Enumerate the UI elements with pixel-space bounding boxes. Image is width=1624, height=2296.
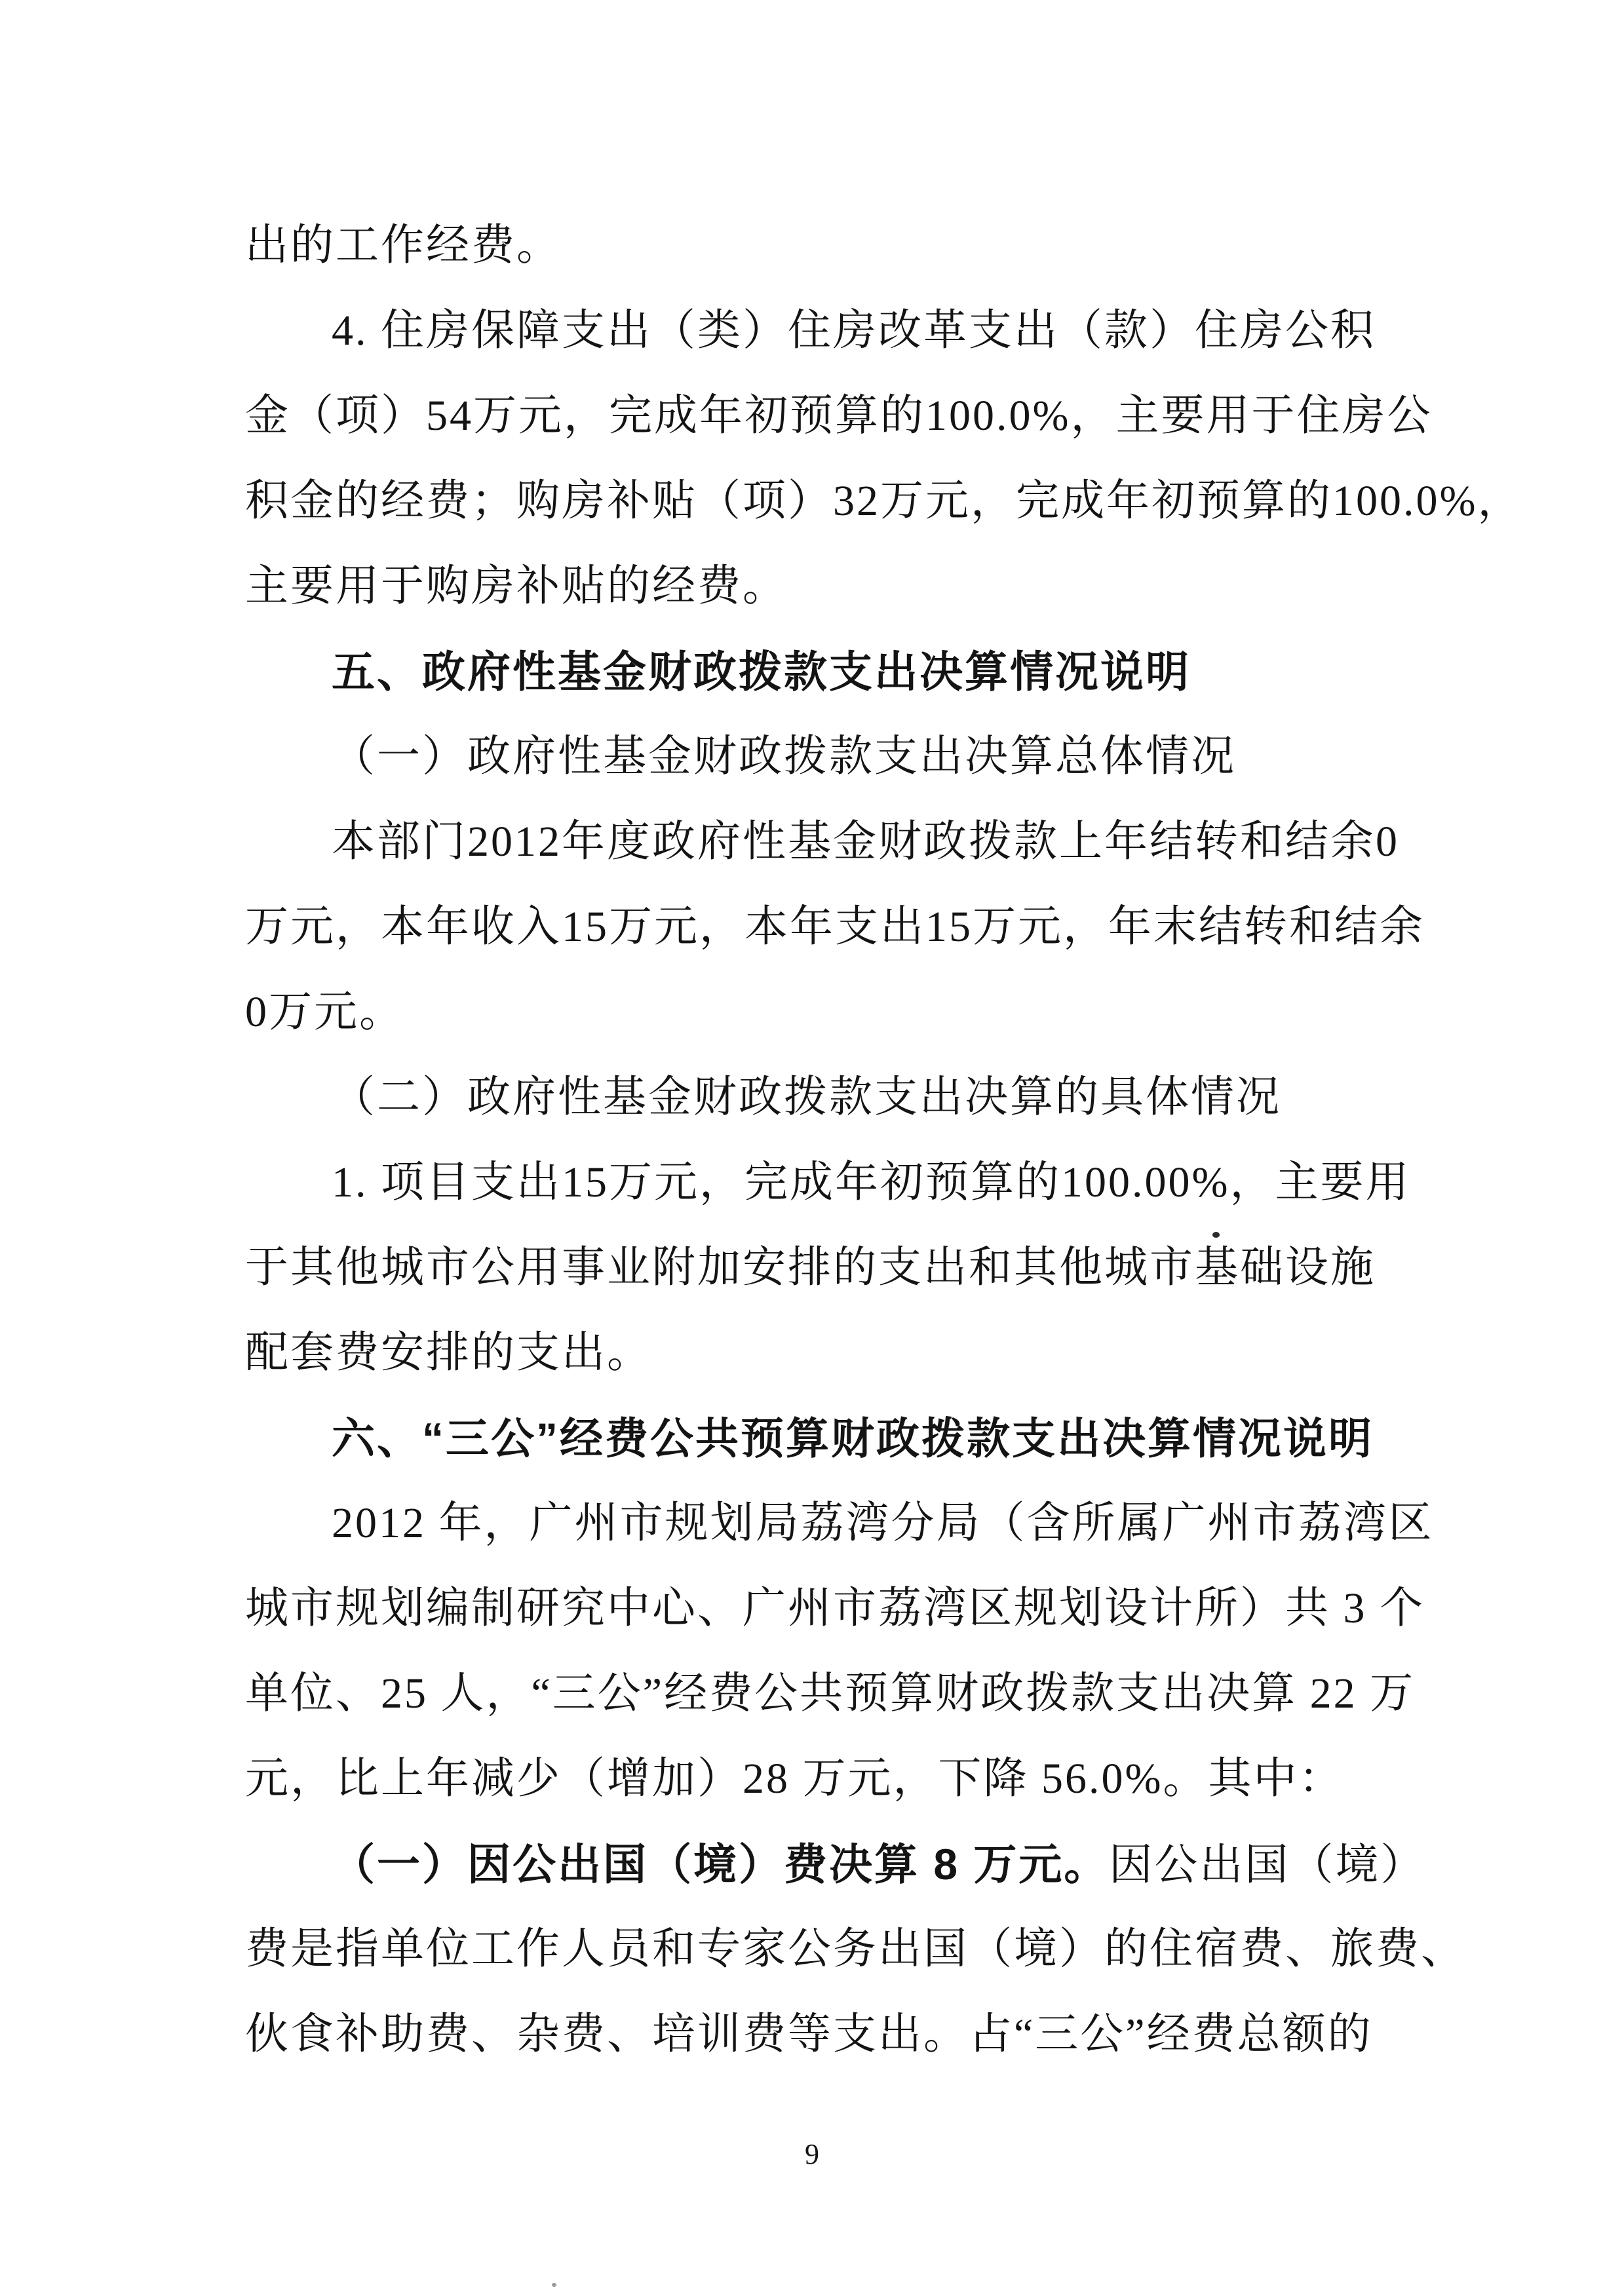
body-text: 伙食补助费、杂费、培训费等支出。占“三公”经费总额的: [245, 2010, 1373, 2058]
text-line: [245, 1481, 1434, 1566]
page-number: 9: [805, 2138, 819, 2170]
text-line: [245, 1907, 1466, 1992]
body-text: 4. 住房保障支出（类）住房改革支出（款）住房公积: [332, 307, 1376, 354]
scan-artifact-dot: [1212, 1232, 1220, 1238]
document-body: [245, 203, 1523, 2077]
body-text: 1. 项目支出15万元，完成年初预算的100.00%，主要用: [332, 1158, 1411, 1206]
text-line: [245, 1566, 1425, 1651]
body-text: 因公出国（境）: [1109, 1841, 1426, 1889]
text-line: [245, 799, 1425, 885]
text-line: [245, 1822, 1425, 1907]
body-text: （一）政府性基金财政拨款支出决算总体情况: [332, 733, 1236, 780]
text-line: [245, 1311, 1425, 1396]
body-text: （二）政府性基金财政拨款支出决算的具体情况: [332, 1073, 1281, 1121]
text-line: [245, 373, 1433, 459]
body-text: 配套费安排的支出。: [245, 1329, 652, 1377]
text-line: [245, 714, 1425, 799]
text-line: [245, 1651, 1425, 1736]
text-line: [245, 629, 1425, 714]
body-text: 积金的经费；购房补贴（项）32万元，完成年初预算的100.0%，: [245, 477, 1523, 525]
heading-text: （一）因公出国（境）费决算 8 万元。: [332, 1840, 1110, 1888]
text-line: [245, 1736, 1425, 1822]
scan-artifact-dot: [552, 2283, 556, 2287]
text-line: [245, 1396, 1425, 1481]
text-line: [245, 459, 1523, 544]
heading-text: 六、“三公”经费公共预算财政拨款支出决算情况说明: [332, 1414, 1374, 1463]
text-line: [245, 1140, 1425, 1225]
body-text: 出的工作经费。: [245, 221, 562, 269]
text-line: [245, 203, 1425, 288]
text-line: [245, 1055, 1425, 1140]
body-text: 本部门2012年度政府性基金财政拨款上年结转和结余0: [332, 818, 1399, 866]
body-text: 城市规划编制研究中心、广州市荔湾区规划设计所）共 3 个: [245, 1584, 1425, 1632]
text-line: [245, 288, 1425, 373]
body-text: 万元，本年收入15万元，本年支出15万元，年末结转和结余: [245, 903, 1425, 951]
text-line: [245, 885, 1425, 970]
body-text: 于其他城市公用事业附加安排的支出和其他城市基础设施: [245, 1244, 1376, 1292]
body-text: 单位、25 人，“三公”经费公共预算财政拨款支出决算 22 万: [245, 1670, 1416, 1717]
heading-text: 五、政府性基金财政拨款支出决算情况说明: [332, 647, 1191, 696]
text-line: [245, 1992, 1425, 2077]
body-text: 2012 年，广州市规划局荔湾分局（含所属广州市荔湾区: [332, 1499, 1434, 1547]
body-text: 主要用于购房补贴的经费。: [245, 562, 788, 610]
text-line: [245, 544, 1425, 629]
body-text: 费是指单位工作人员和专家公务出国（境）的住宿费、旅费、: [245, 1925, 1466, 1973]
text-line: [245, 970, 1425, 1055]
text-line: [245, 1225, 1425, 1311]
body-text: 元，比上年减少（增加）28 万元，下降 56.0%。其中：: [245, 1755, 1344, 1803]
body-text: 0万元。: [245, 988, 404, 1036]
body-text: 金（项）54万元，完成年初预算的100.0%，主要用于住房公: [245, 392, 1433, 440]
